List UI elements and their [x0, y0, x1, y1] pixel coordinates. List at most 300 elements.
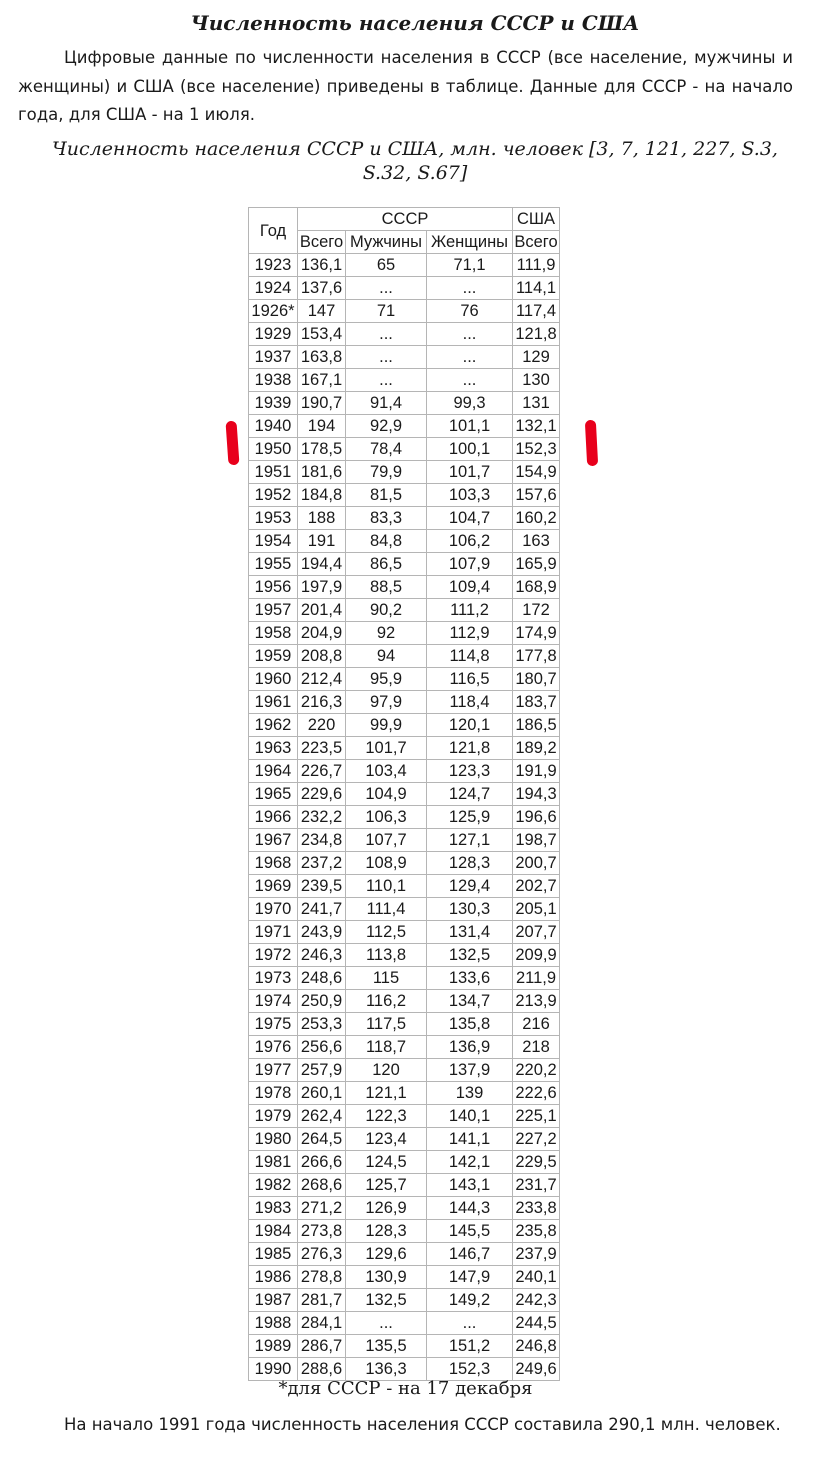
year-cell: 1975	[249, 1013, 298, 1036]
usa-total-cell: 242,3	[513, 1289, 560, 1312]
table-row	[249, 1335, 560, 1358]
ussr-total-cell: 281,7	[298, 1289, 346, 1312]
table-row	[249, 1013, 560, 1036]
table-row	[249, 1128, 560, 1151]
ussr-women-cell: 101,7	[427, 461, 513, 484]
year-cell: 1969	[249, 875, 298, 898]
year-cell: 1923	[249, 254, 298, 277]
year-cell: 1965	[249, 783, 298, 806]
ussr-total-cell: 136,1	[298, 254, 346, 277]
header-ussr-total: Всего	[298, 231, 346, 254]
ussr-men-cell: 107,7	[346, 829, 427, 852]
year-cell: 1989	[249, 1335, 298, 1358]
year-cell: 1985	[249, 1243, 298, 1266]
ussr-men-cell: 120	[346, 1059, 427, 1082]
usa-total-cell: 211,9	[513, 967, 560, 990]
population-table	[248, 207, 560, 1381]
ussr-total-cell: 208,8	[298, 645, 346, 668]
ussr-total-cell: 253,3	[298, 1013, 346, 1036]
ussr-women-cell: 112,9	[427, 622, 513, 645]
ussr-men-cell: 113,8	[346, 944, 427, 967]
table-row	[249, 438, 560, 461]
usa-total-cell: 198,7	[513, 829, 560, 852]
year-cell: 1976	[249, 1036, 298, 1059]
ussr-men-cell: 126,9	[346, 1197, 427, 1220]
year-cell: 1953	[249, 507, 298, 530]
table-row	[249, 1197, 560, 1220]
ussr-women-cell: 109,4	[427, 576, 513, 599]
year-cell: 1986	[249, 1266, 298, 1289]
ussr-men-cell: 106,3	[346, 806, 427, 829]
usa-total-cell: 233,8	[513, 1197, 560, 1220]
ussr-women-cell: 142,1	[427, 1151, 513, 1174]
ussr-men-cell: 121,1	[346, 1082, 427, 1105]
year-cell: 1983	[249, 1197, 298, 1220]
ussr-women-cell: 131,4	[427, 921, 513, 944]
usa-total-cell: 196,6	[513, 806, 560, 829]
ussr-women-cell: 128,3	[427, 852, 513, 875]
usa-total-cell: 216	[513, 1013, 560, 1036]
year-cell: 1977	[249, 1059, 298, 1082]
ussr-total-cell: 194,4	[298, 553, 346, 576]
table-row	[249, 645, 560, 668]
table-row	[249, 875, 560, 898]
ussr-men-cell: 118,7	[346, 1036, 427, 1059]
table-row	[249, 737, 560, 760]
ussr-men-cell: 78,4	[346, 438, 427, 461]
ussr-total-cell: 256,6	[298, 1036, 346, 1059]
table-row	[249, 576, 560, 599]
ussr-men-cell: 91,4	[346, 392, 427, 415]
ussr-men-cell: ...	[346, 1312, 427, 1335]
ussr-men-cell: 71	[346, 300, 427, 323]
ussr-men-cell: 94	[346, 645, 427, 668]
ussr-men-cell: ...	[346, 369, 427, 392]
ussr-men-cell: 65	[346, 254, 427, 277]
ussr-women-cell: 76	[427, 300, 513, 323]
ussr-total-cell: 153,4	[298, 323, 346, 346]
table-row	[249, 898, 560, 921]
ussr-women-cell: 106,2	[427, 530, 513, 553]
usa-total-cell: 231,7	[513, 1174, 560, 1197]
table-row	[249, 599, 560, 622]
year-cell: 1984	[249, 1220, 298, 1243]
ussr-men-cell: 84,8	[346, 530, 427, 553]
year-cell: 1929	[249, 323, 298, 346]
ussr-men-cell: 124,5	[346, 1151, 427, 1174]
usa-total-cell: 163	[513, 530, 560, 553]
usa-total-cell: 194,3	[513, 783, 560, 806]
ussr-women-cell: 101,1	[427, 415, 513, 438]
table-row	[249, 530, 560, 553]
table-row	[249, 415, 560, 438]
usa-total-cell: 249,6	[513, 1358, 560, 1381]
ussr-total-cell: 226,7	[298, 760, 346, 783]
year-cell: 1960	[249, 668, 298, 691]
ussr-men-cell: 122,3	[346, 1105, 427, 1128]
table-row	[249, 1220, 560, 1243]
table-row	[249, 1059, 560, 1082]
ussr-total-cell: 163,8	[298, 346, 346, 369]
year-cell: 1938	[249, 369, 298, 392]
ussr-total-cell: 234,8	[298, 829, 346, 852]
ussr-women-cell: 111,2	[427, 599, 513, 622]
ussr-men-cell: 111,4	[346, 898, 427, 921]
usa-total-cell: 129	[513, 346, 560, 369]
ussr-men-cell: 101,7	[346, 737, 427, 760]
table-row	[249, 392, 560, 415]
ussr-women-cell: 151,2	[427, 1335, 513, 1358]
red-annotation-mark-right	[585, 420, 598, 467]
ussr-women-cell: ...	[427, 323, 513, 346]
ussr-women-cell: 103,3	[427, 484, 513, 507]
table-row	[249, 369, 560, 392]
usa-total-cell: 227,2	[513, 1128, 560, 1151]
usa-total-cell: 186,5	[513, 714, 560, 737]
table-row	[249, 323, 560, 346]
ussr-women-cell: 129,4	[427, 875, 513, 898]
usa-total-cell: 222,6	[513, 1082, 560, 1105]
year-cell: 1961	[249, 691, 298, 714]
ussr-total-cell: 188	[298, 507, 346, 530]
table-row	[249, 346, 560, 369]
ussr-women-cell: 144,3	[427, 1197, 513, 1220]
table-row	[249, 691, 560, 714]
year-cell: 1971	[249, 921, 298, 944]
ussr-women-cell: 71,1	[427, 254, 513, 277]
ussr-total-cell: 288,6	[298, 1358, 346, 1381]
ussr-women-cell: 124,7	[427, 783, 513, 806]
table-row	[249, 714, 560, 737]
table-row	[249, 1036, 560, 1059]
year-cell: 1951	[249, 461, 298, 484]
table-row	[249, 760, 560, 783]
usa-total-cell: 200,7	[513, 852, 560, 875]
ussr-women-cell: 140,1	[427, 1105, 513, 1128]
year-cell: 1968	[249, 852, 298, 875]
ussr-men-cell: 95,9	[346, 668, 427, 691]
ussr-women-cell: 141,1	[427, 1128, 513, 1151]
ussr-total-cell: 262,4	[298, 1105, 346, 1128]
ussr-total-cell: 167,1	[298, 369, 346, 392]
usa-total-cell: 183,7	[513, 691, 560, 714]
ussr-women-cell: 137,9	[427, 1059, 513, 1082]
ussr-total-cell: 212,4	[298, 668, 346, 691]
usa-total-cell: 180,7	[513, 668, 560, 691]
ussr-total-cell: 223,5	[298, 737, 346, 760]
year-cell: 1957	[249, 599, 298, 622]
table-row	[249, 300, 560, 323]
ussr-men-cell: 135,5	[346, 1335, 427, 1358]
usa-total-cell: 246,8	[513, 1335, 560, 1358]
ussr-men-cell: 92	[346, 622, 427, 645]
ussr-men-cell: 108,9	[346, 852, 427, 875]
usa-total-cell: 157,6	[513, 484, 560, 507]
usa-total-cell: 130	[513, 369, 560, 392]
year-cell: 1924	[249, 277, 298, 300]
usa-total-cell: 174,9	[513, 622, 560, 645]
ussr-total-cell: 243,9	[298, 921, 346, 944]
header-ussr: СССР	[298, 208, 513, 231]
ussr-women-cell: 123,3	[427, 760, 513, 783]
usa-total-cell: 189,2	[513, 737, 560, 760]
year-cell: 1974	[249, 990, 298, 1013]
header-usa-total: Всего	[513, 231, 560, 254]
usa-total-cell: 172	[513, 599, 560, 622]
ussr-total-cell: 201,4	[298, 599, 346, 622]
ussr-total-cell: 273,8	[298, 1220, 346, 1243]
ussr-total-cell: 264,5	[298, 1128, 346, 1151]
ussr-men-cell: 112,5	[346, 921, 427, 944]
ussr-total-cell: 271,2	[298, 1197, 346, 1220]
ussr-women-cell: 149,2	[427, 1289, 513, 1312]
ussr-men-cell: 86,5	[346, 553, 427, 576]
table-row	[249, 829, 560, 852]
usa-total-cell: 177,8	[513, 645, 560, 668]
ussr-total-cell: 194	[298, 415, 346, 438]
ussr-total-cell: 184,8	[298, 484, 346, 507]
ussr-total-cell: 278,8	[298, 1266, 346, 1289]
red-annotation-mark-left	[225, 421, 239, 466]
usa-total-cell: 191,9	[513, 760, 560, 783]
ussr-total-cell: 197,9	[298, 576, 346, 599]
year-cell: 1973	[249, 967, 298, 990]
year-cell: 1959	[249, 645, 298, 668]
ussr-men-cell: 125,7	[346, 1174, 427, 1197]
table-row	[249, 783, 560, 806]
intro-paragraph: Цифровые данные по численности населения в СССР (все население, мужчины и женщины) и США (все население) приведены в таблице. Данные для СССР - на начало года, для США - на 1 июля.	[18, 48, 793, 124]
ussr-total-cell: 216,3	[298, 691, 346, 714]
table-row	[249, 921, 560, 944]
year-cell: 1981	[249, 1151, 298, 1174]
ussr-women-cell: 116,5	[427, 668, 513, 691]
ussr-total-cell: 147	[298, 300, 346, 323]
table-row	[249, 806, 560, 829]
ussr-women-cell: 143,1	[427, 1174, 513, 1197]
usa-total-cell: 202,7	[513, 875, 560, 898]
usa-total-cell: 117,4	[513, 300, 560, 323]
ussr-women-cell: 99,3	[427, 392, 513, 415]
year-cell: 1967	[249, 829, 298, 852]
page-title: Численность населения СССР и США	[190, 11, 640, 35]
ussr-total-cell: 266,6	[298, 1151, 346, 1174]
closing-paragraph: На начало 1991 года численность населения СССР составила 290,1 млн. человек.	[64, 1415, 781, 1434]
table-row	[249, 1151, 560, 1174]
ussr-total-cell: 276,3	[298, 1243, 346, 1266]
table-row	[249, 668, 560, 691]
ussr-total-cell: 246,3	[298, 944, 346, 967]
table-row	[249, 1289, 560, 1312]
ussr-men-cell: 110,1	[346, 875, 427, 898]
year-cell: 1955	[249, 553, 298, 576]
ussr-women-cell: 134,7	[427, 990, 513, 1013]
ussr-women-cell: ...	[427, 1312, 513, 1335]
year-cell: 1937	[249, 346, 298, 369]
header-usa: США	[513, 208, 560, 231]
usa-total-cell: 220,2	[513, 1059, 560, 1082]
ussr-women-cell: ...	[427, 277, 513, 300]
ussr-men-cell: 117,5	[346, 1013, 427, 1036]
table-row	[249, 277, 560, 300]
ussr-men-cell: 129,6	[346, 1243, 427, 1266]
year-cell: 1980	[249, 1128, 298, 1151]
ussr-total-cell: 229,6	[298, 783, 346, 806]
ussr-men-cell: 92,9	[346, 415, 427, 438]
ussr-total-cell: 250,9	[298, 990, 346, 1013]
ussr-women-cell: 133,6	[427, 967, 513, 990]
table-row	[249, 944, 560, 967]
ussr-women-cell: 127,1	[427, 829, 513, 852]
usa-total-cell: 235,8	[513, 1220, 560, 1243]
ussr-total-cell: 286,7	[298, 1335, 346, 1358]
year-cell: 1979	[249, 1105, 298, 1128]
ussr-women-cell: 104,7	[427, 507, 513, 530]
ussr-men-cell: 90,2	[346, 599, 427, 622]
table-row	[249, 622, 560, 645]
table-caption: Численность населения СССР и США, млн. человек [3, 7, 121, 227, S.3, S.32, S.67]	[52, 138, 778, 184]
table-row	[249, 1243, 560, 1266]
ussr-women-cell: ...	[427, 369, 513, 392]
ussr-men-cell: 116,2	[346, 990, 427, 1013]
ussr-total-cell: 191	[298, 530, 346, 553]
usa-total-cell: 237,9	[513, 1243, 560, 1266]
ussr-total-cell: 257,9	[298, 1059, 346, 1082]
ussr-men-cell: ...	[346, 323, 427, 346]
year-cell: 1926*	[249, 300, 298, 323]
ussr-women-cell: 136,9	[427, 1036, 513, 1059]
ussr-men-cell: 115	[346, 967, 427, 990]
table-row	[249, 1312, 560, 1335]
table-row	[249, 553, 560, 576]
year-cell: 1963	[249, 737, 298, 760]
year-cell: 1970	[249, 898, 298, 921]
ussr-men-cell: 130,9	[346, 1266, 427, 1289]
ussr-total-cell: 232,2	[298, 806, 346, 829]
ussr-women-cell: 120,1	[427, 714, 513, 737]
table-row	[249, 507, 560, 530]
ussr-total-cell: 178,5	[298, 438, 346, 461]
usa-total-cell: 205,1	[513, 898, 560, 921]
header-year: Год	[249, 208, 298, 254]
header-ussr-women: Женщины	[427, 231, 513, 254]
usa-total-cell: 165,9	[513, 553, 560, 576]
ussr-total-cell: 220	[298, 714, 346, 737]
table-row	[249, 852, 560, 875]
table-row	[249, 967, 560, 990]
usa-total-cell: 225,1	[513, 1105, 560, 1128]
ussr-women-cell: 130,3	[427, 898, 513, 921]
ussr-men-cell: 132,5	[346, 1289, 427, 1312]
ussr-men-cell: ...	[346, 277, 427, 300]
ussr-men-cell: 136,3	[346, 1358, 427, 1381]
usa-total-cell: 114,1	[513, 277, 560, 300]
table-body	[249, 254, 560, 1381]
ussr-women-cell: 114,8	[427, 645, 513, 668]
ussr-total-cell: 190,7	[298, 392, 346, 415]
year-cell: 1954	[249, 530, 298, 553]
year-cell: 1952	[249, 484, 298, 507]
ussr-women-cell: 107,9	[427, 553, 513, 576]
ussr-women-cell: 147,9	[427, 1266, 513, 1289]
ussr-total-cell: 248,6	[298, 967, 346, 990]
year-cell: 1987	[249, 1289, 298, 1312]
ussr-total-cell: 239,5	[298, 875, 346, 898]
ussr-total-cell: 268,6	[298, 1174, 346, 1197]
ussr-men-cell: 88,5	[346, 576, 427, 599]
table-row	[249, 1105, 560, 1128]
ussr-total-cell: 284,1	[298, 1312, 346, 1335]
ussr-men-cell: 97,9	[346, 691, 427, 714]
usa-total-cell: 132,1	[513, 415, 560, 438]
ussr-women-cell: 145,5	[427, 1220, 513, 1243]
usa-total-cell: 168,9	[513, 576, 560, 599]
year-cell: 1990	[249, 1358, 298, 1381]
usa-total-cell: 131	[513, 392, 560, 415]
usa-total-cell: 160,2	[513, 507, 560, 530]
usa-total-cell: 244,5	[513, 1312, 560, 1335]
usa-total-cell: 209,9	[513, 944, 560, 967]
ussr-women-cell: 146,7	[427, 1243, 513, 1266]
table-row	[249, 254, 560, 277]
usa-total-cell: 229,5	[513, 1151, 560, 1174]
ussr-women-cell: 121,8	[427, 737, 513, 760]
year-cell: 1964	[249, 760, 298, 783]
ussr-men-cell: 104,9	[346, 783, 427, 806]
table-row	[249, 990, 560, 1013]
ussr-men-cell: 79,9	[346, 461, 427, 484]
ussr-women-cell: 132,5	[427, 944, 513, 967]
year-cell: 1972	[249, 944, 298, 967]
usa-total-cell: 121,8	[513, 323, 560, 346]
ussr-women-cell: 100,1	[427, 438, 513, 461]
year-cell: 1988	[249, 1312, 298, 1335]
ussr-total-cell: 137,6	[298, 277, 346, 300]
ussr-total-cell: 260,1	[298, 1082, 346, 1105]
year-cell: 1962	[249, 714, 298, 737]
ussr-total-cell: 204,9	[298, 622, 346, 645]
usa-total-cell: 154,9	[513, 461, 560, 484]
year-cell: 1940	[249, 415, 298, 438]
ussr-women-cell: 135,8	[427, 1013, 513, 1036]
usa-total-cell: 111,9	[513, 254, 560, 277]
table-row	[249, 484, 560, 507]
usa-total-cell: 240,1	[513, 1266, 560, 1289]
ussr-men-cell: 103,4	[346, 760, 427, 783]
usa-total-cell: 152,3	[513, 438, 560, 461]
ussr-total-cell: 241,7	[298, 898, 346, 921]
table-footnote: *для СССР - на 17 декабря	[278, 1378, 533, 1399]
ussr-women-cell: 152,3	[427, 1358, 513, 1381]
year-cell: 1978	[249, 1082, 298, 1105]
year-cell: 1966	[249, 806, 298, 829]
ussr-women-cell: 125,9	[427, 806, 513, 829]
table-row	[249, 1174, 560, 1197]
ussr-men-cell: 128,3	[346, 1220, 427, 1243]
ussr-men-cell: 81,5	[346, 484, 427, 507]
ussr-women-cell: 118,4	[427, 691, 513, 714]
year-cell: 1982	[249, 1174, 298, 1197]
usa-total-cell: 213,9	[513, 990, 560, 1013]
ussr-men-cell: ...	[346, 346, 427, 369]
ussr-men-cell: 99,9	[346, 714, 427, 737]
year-cell: 1956	[249, 576, 298, 599]
header-ussr-men: Мужчины	[346, 231, 427, 254]
ussr-men-cell: 123,4	[346, 1128, 427, 1151]
year-cell: 1958	[249, 622, 298, 645]
ussr-total-cell: 181,6	[298, 461, 346, 484]
ussr-total-cell: 237,2	[298, 852, 346, 875]
usa-total-cell: 218	[513, 1036, 560, 1059]
